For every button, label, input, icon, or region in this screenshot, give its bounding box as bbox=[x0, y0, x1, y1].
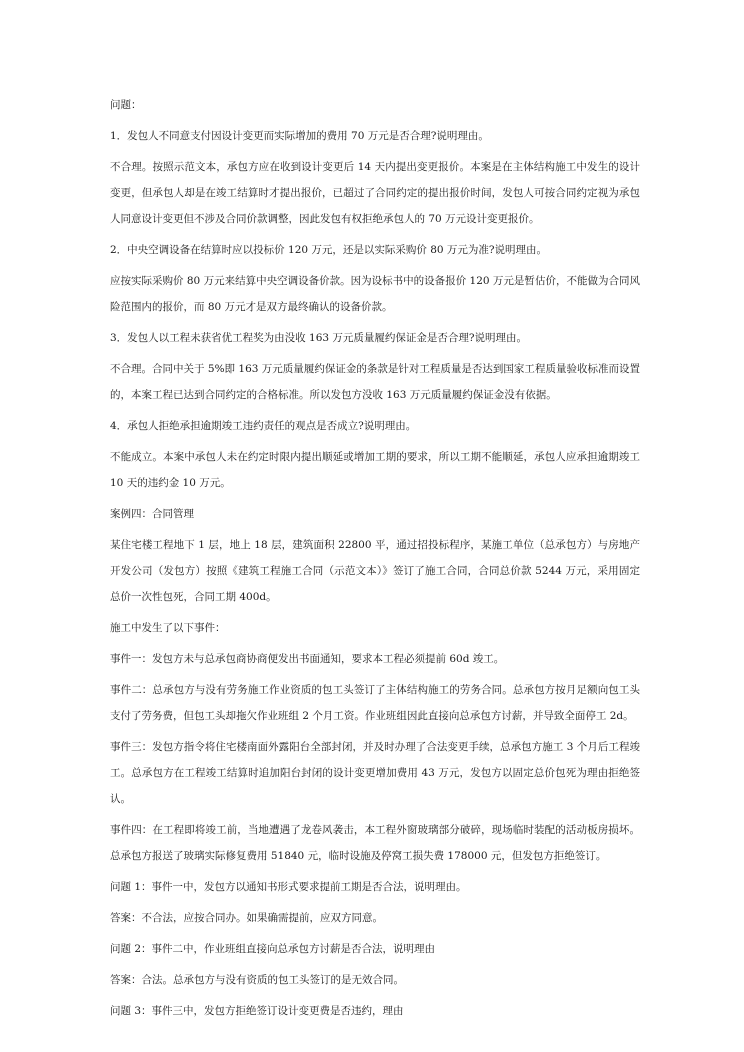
answer-1: 不合理。按照示范文本，承包方应在收到设计变更后 14 天内提出变更报价。本案是在主体结构施工中发生的设计变更，但承包人却是在竣工结算时才提出报价，已超过了合同约定的提出报价时间，发包人可按合同约定视为承包人同意设计变更但不涉及合同价款调整，因此发包有权拒绝承包人的 70 万元设计变更报价。 bbox=[110, 161, 640, 225]
question-1: 1．发包人不同意支付因设计变更而实际增加的费用 70 万元是否合理?说明理由。 bbox=[110, 130, 489, 142]
case-answer-2: 答案：合法。总承包方与没有资质的包工头签订的是无效合同。 bbox=[110, 974, 404, 986]
event-4: 事件四：在工程即将竣工前，当地遭遇了龙卷风袭击，本工程外窗玻璃部分破碎，现场临时装配的活动板房损坏。总承包方报送了玻璃实际修复费用 51840 元，临时设施及停窝工损失费 178000 元，但发包方拒绝签订。 bbox=[110, 824, 640, 862]
case-heading: 案例四：合同管理 bbox=[110, 508, 194, 520]
case-question-2: 问题 2：事件二中，作业班组直接向总承包方讨薪是否合法，说明理由 bbox=[110, 943, 436, 955]
section-heading-questions: 问题： bbox=[110, 99, 142, 111]
case-question-3: 问题 3：事件三中，发包方拒绝签订设计变更费是否违约，理由 bbox=[110, 1005, 404, 1017]
question-4: 4．承包人拒绝承担逾期竣工违约责任的观点是否成立?说明理由。 bbox=[110, 420, 417, 432]
event-2: 事件二：总承包方与没有劳务施工作业资质的包工头签订了主体结构施工的劳务合同。总承包方按月足额向包工头支付了劳务费，但包工头却拖欠作业班组 2 个月工资。作业班组因此直接向总承包方讨薪，并导致全面停工 2d。 bbox=[110, 684, 640, 722]
case-description: 某住宅楼工程地下 1 层，地上 18 层，建筑面积 22800 平，通过招投标程序，某施工单位（总承包方）与房地产开发公司（发包方）按照《建筑工程施工合同（示范文本）》签订了施工合同，合同总价款 5244 万元，采用固定总价一次性包死，合同工期 400d。 bbox=[110, 539, 640, 603]
answer-4: 不能成立。本案中承包人未在约定时限内提出顺延或增加工期的要求，所以工期不能顺延，承包人应承担逾期竣工 10 天的违约金 10 万元。 bbox=[110, 451, 640, 489]
question-2: 2．中央空调设备在结算时应以投标价 120 万元，还是以实际采购价 80 万元为准?说明理由。 bbox=[110, 244, 548, 256]
answer-2: 应按实际采购价 80 万元来结算中央空调设备价款。因为设标书中的设备报价 120 万元是暂估价，不能做为合同风险范围内的报价，而 80 万元才是双方最终确认的设备价款。 bbox=[110, 275, 640, 313]
event-3: 事件三：发包方指令将住宅楼南面外露阳台全部封闭，并及时办理了合法变更手续，总承包方施工 3 个月后工程竣工。总承包方在工程竣工结算时追加阳台封闭的设计变更增加费用 43 万元，发包方以固定总价包死为理由拒绝签认。 bbox=[110, 741, 640, 805]
events-intro: 施工中发生了以下事件： bbox=[110, 622, 226, 634]
case-question-1: 问题 1：事件一中，发包方以通知书形式要求提前工期是否合法，说明理由。 bbox=[110, 881, 467, 893]
document-body bbox=[110, 92, 640, 1029]
event-1: 事件一：发包方未与总承包商协商便发出书面通知，要求本工程必须提前 60d 竣工。 bbox=[110, 653, 505, 665]
case-answer-1: 答案：不合法，应按合同办。如果确需提前，应双方同意。 bbox=[110, 912, 383, 924]
question-3: 3．发包人以工程未获省优工程奖为由没收 163 万元质量履约保证金是否合理?说明理由。 bbox=[110, 332, 528, 344]
answer-3: 不合理。合同中关于 5%即 163 万元质量履约保证金的条款是针对工程质量是否达到国家工程质量验收标准而设置的，本案工程已达到合同约定的合格标准。所以发包方没收 163 万元质量履约保证金没有依据。 bbox=[110, 363, 640, 401]
